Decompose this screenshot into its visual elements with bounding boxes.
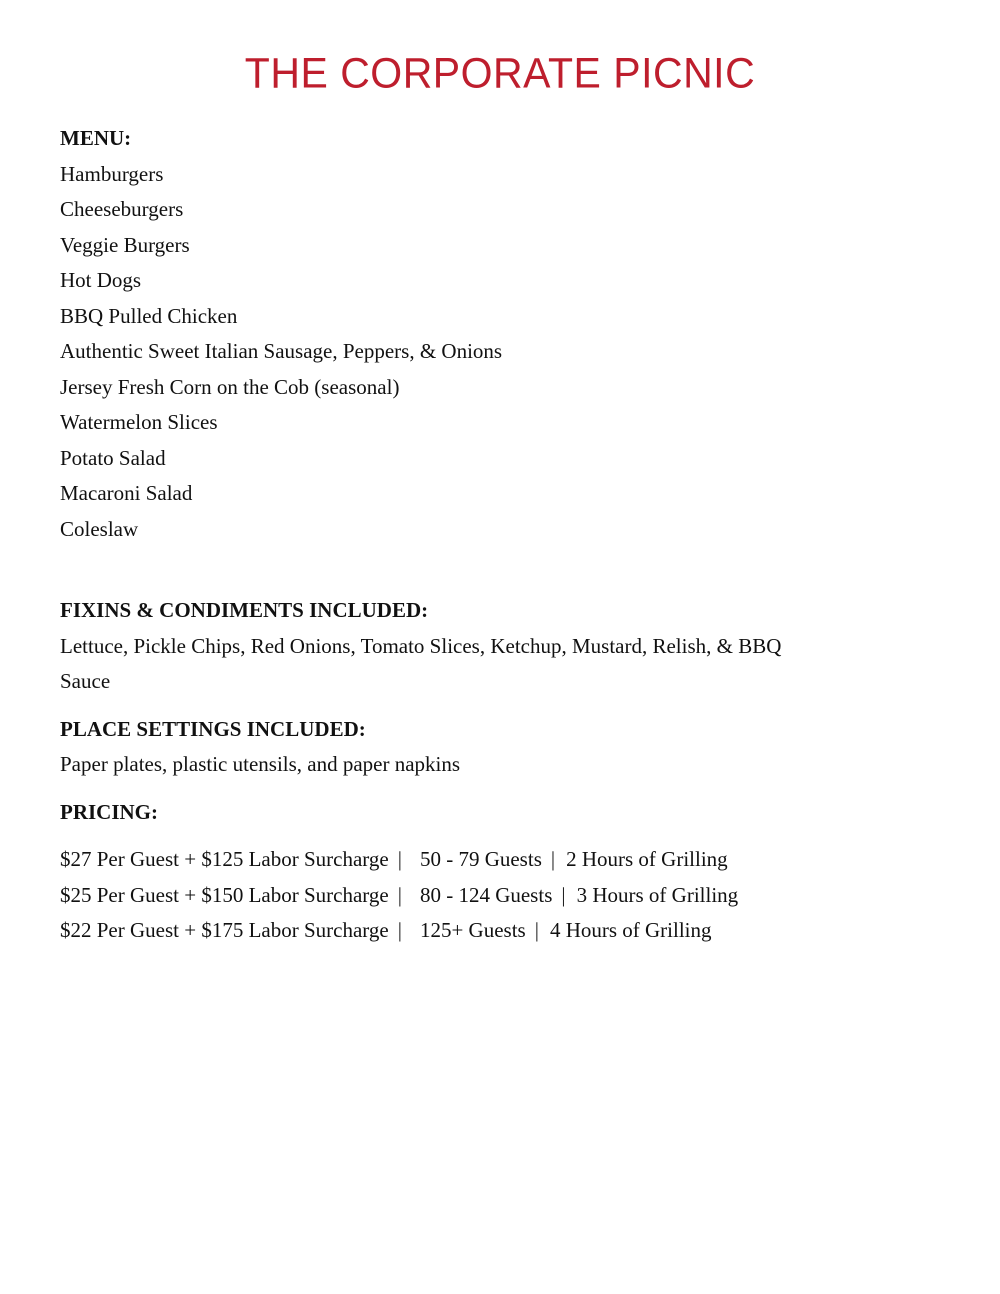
menu-item: Watermelon Slices <box>60 410 218 434</box>
pricing-rows <box>60 842 940 949</box>
place-settings-heading: PLACE SETTINGS INCLUDED: <box>60 716 366 741</box>
menu-item: Hot Dogs <box>60 268 142 292</box>
menu-item: BBQ Pulled Chicken <box>60 303 238 328</box>
pricing-price: $25 Per Guest + $150 Labor Surcharge <box>60 882 389 907</box>
menu-section <box>60 121 940 547</box>
fixins-section <box>60 593 940 700</box>
fixins-heading: FIXINS & CONDIMENTS INCLUDED: <box>60 598 429 622</box>
pricing-hours: 2 Hours of Grilling <box>566 847 728 871</box>
pricing-separator: | <box>561 882 566 907</box>
fixins-text-line1: Lettuce, Pickle Chips, Red Onions, Tomato Slices, Ketchup, Mustard, Relish, & BBQ <box>60 633 782 658</box>
pricing-hours: 4 Hours of Grilling <box>549 918 712 942</box>
page-title: THE CORPORATE PICNIC <box>244 48 756 98</box>
pricing-row <box>60 913 940 949</box>
menu-item: Macaroni Salad <box>60 481 193 505</box>
pricing-guests: 80 - 124 Guests <box>419 882 553 907</box>
menu-heading: MENU: <box>60 126 132 150</box>
menu-item: Jersey Fresh Corn on the Cob (seasonal) <box>60 374 400 399</box>
pricing-separator: | <box>550 847 556 871</box>
pricing-heading: PRICING: <box>60 799 158 824</box>
place-settings-section <box>60 712 940 783</box>
pricing-separator: | <box>397 882 402 907</box>
menu-item: Veggie Burgers <box>60 232 190 257</box>
pricing-hours: 3 Hours of Grilling <box>576 882 739 907</box>
fixins-text-line2: Sauce <box>60 669 111 693</box>
pricing-row <box>60 842 940 878</box>
pricing-section <box>60 795 940 949</box>
pricing-row <box>60 878 940 914</box>
menu-item: Potato Salad <box>60 445 166 470</box>
pricing-guests: 125+ Guests <box>419 918 526 942</box>
pricing-separator: | <box>397 847 402 871</box>
pricing-price: $22 Per Guest + $175 Labor Surcharge <box>60 918 389 942</box>
menu-item: Cheeseburgers <box>60 197 184 221</box>
pricing-guests: 50 - 79 Guests <box>419 847 542 871</box>
place-settings-text: Paper plates, plastic utensils, and paper napkins <box>60 752 461 776</box>
pricing-price: $27 Per Guest + $125 Labor Surcharge <box>60 847 389 871</box>
pricing-separator: | <box>397 918 402 942</box>
menu-item: Hamburgers <box>60 161 164 186</box>
menu-item: Coleslaw <box>60 516 139 541</box>
pricing-separator: | <box>534 918 539 942</box>
menu-item: Authentic Sweet Italian Sausage, Peppers, & Onions <box>60 339 503 363</box>
